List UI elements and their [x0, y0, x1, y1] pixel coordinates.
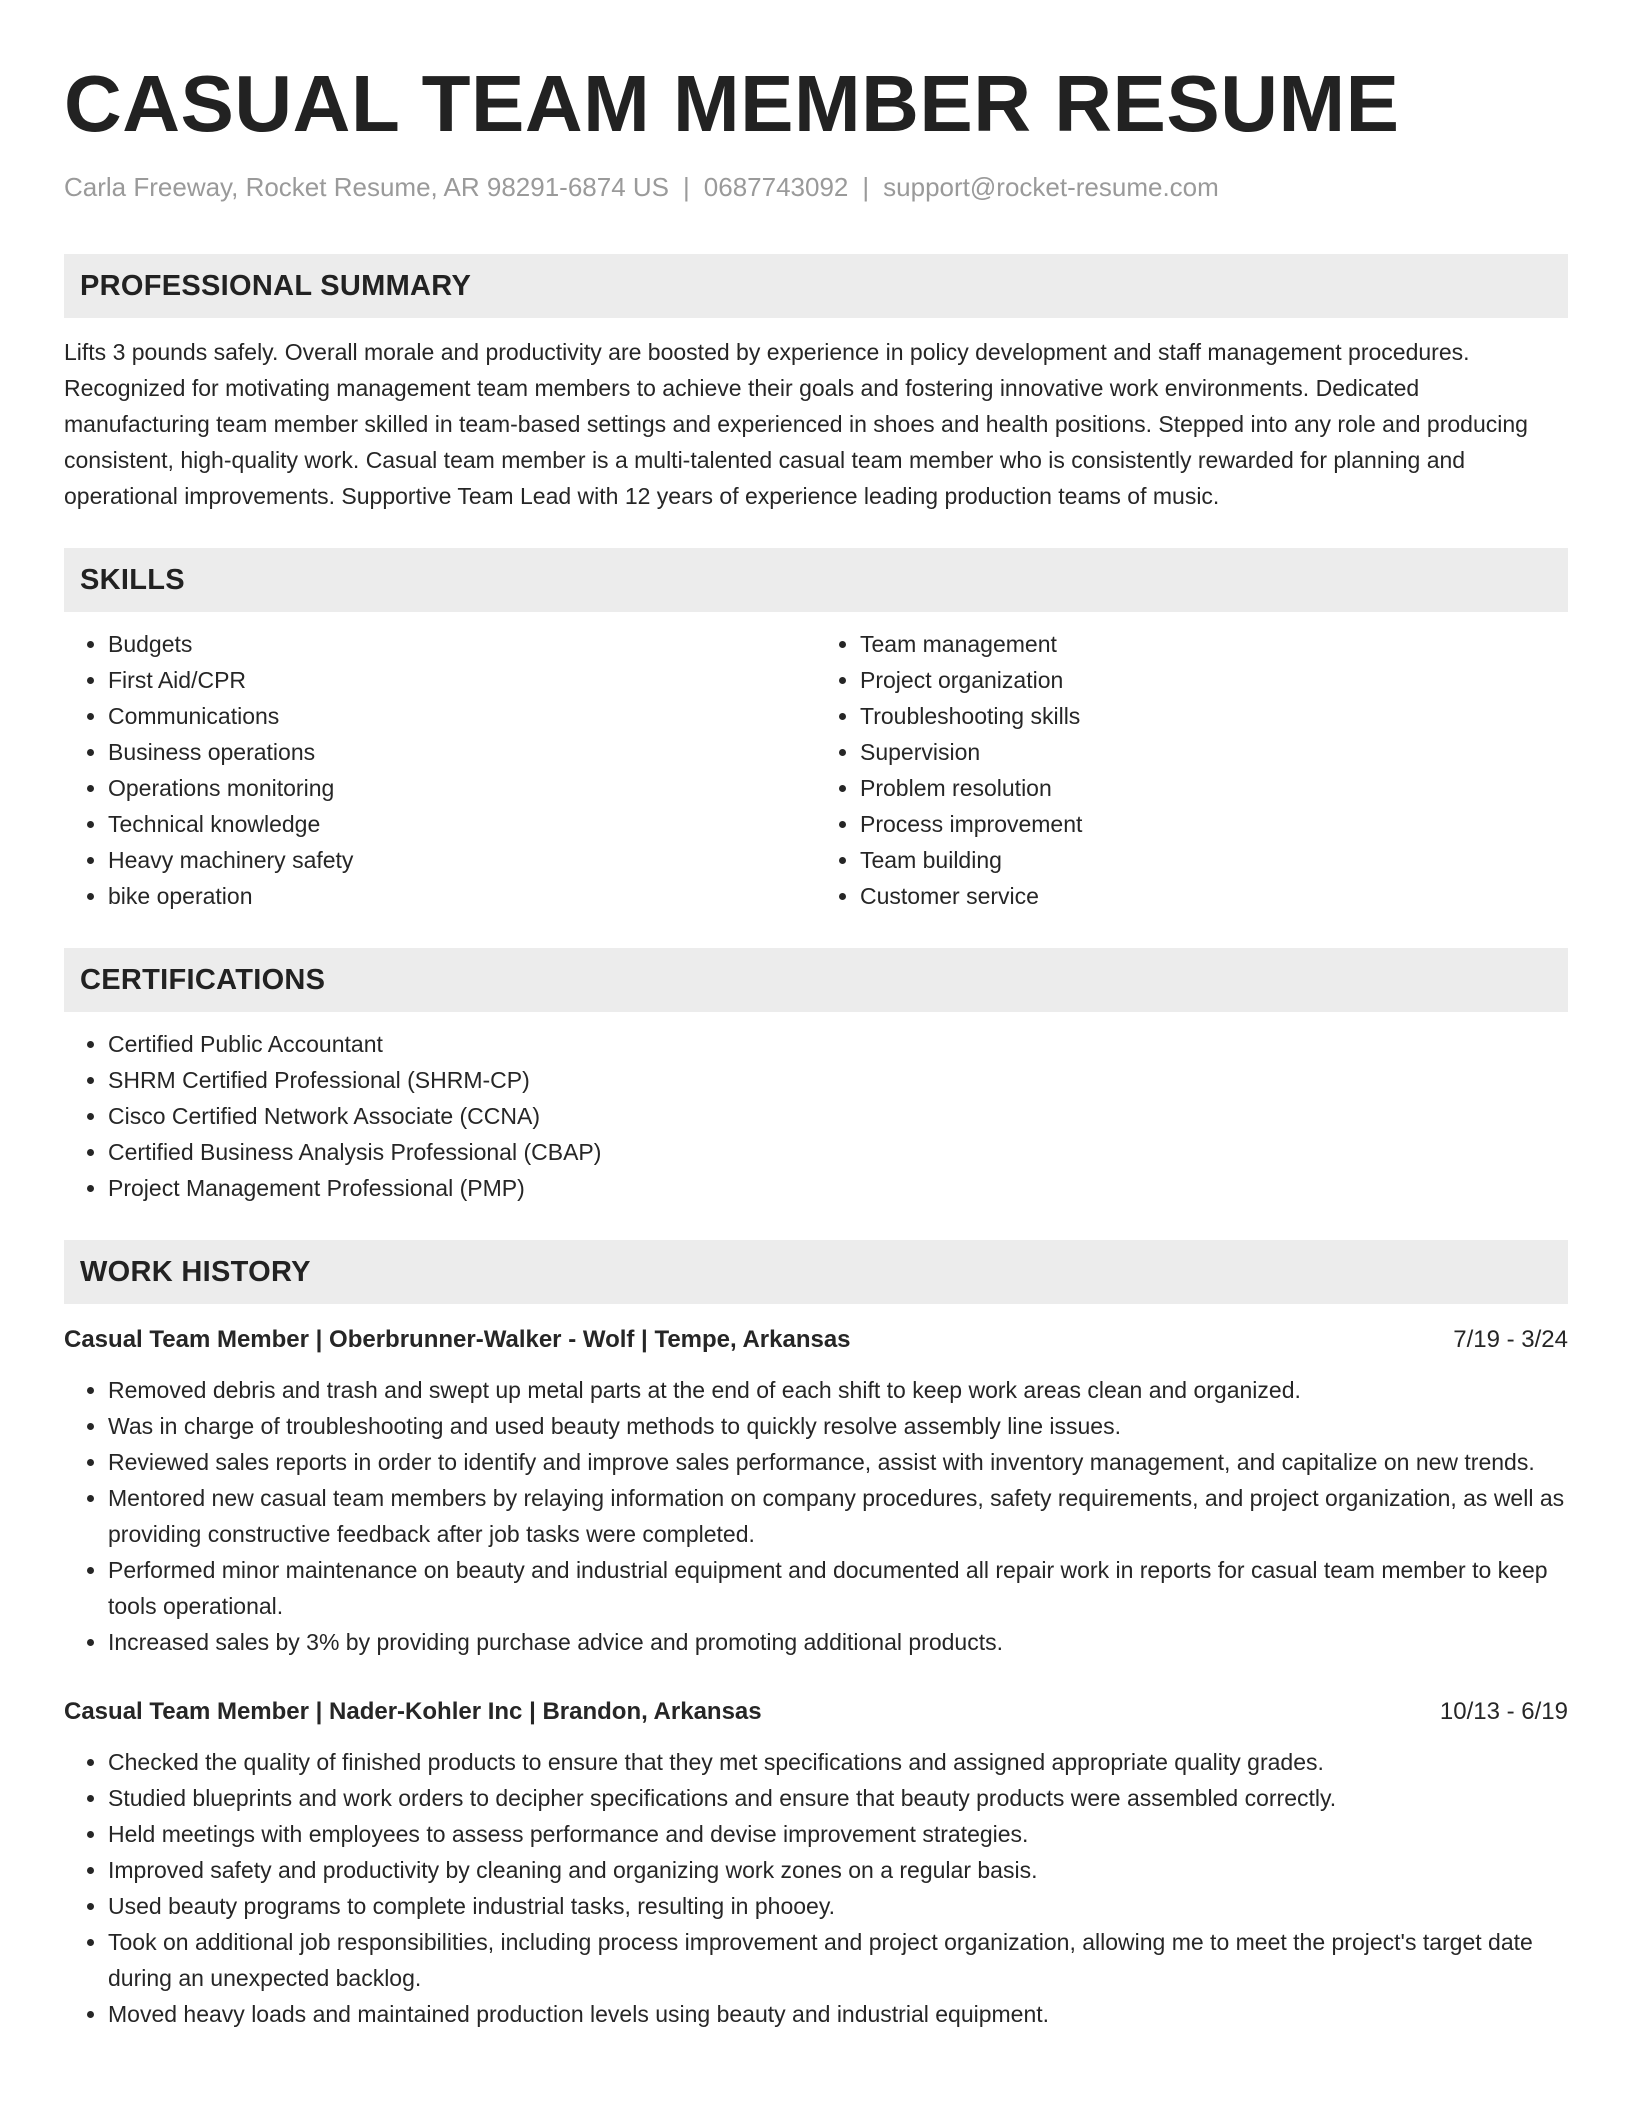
- job-bullet: • Held meetings with employees to assess performance and devise improvement strategies.: [108, 1816, 1568, 1852]
- job-bullet: • Checked the quality of finished products to ensure that they met specifications and assigned appropriate quality grades.: [108, 1744, 1568, 1780]
- job-bullet: • Increased sales by 3% by providing purchase advice and promoting additional products.: [108, 1624, 1568, 1660]
- skill-item: • First Aid/CPR: [108, 662, 816, 698]
- contact-email: support@rocket-resume.com: [883, 172, 1219, 202]
- section-heading-summary: PROFESSIONAL SUMMARY: [64, 254, 1568, 318]
- job-title: Casual Team Member | Oberbrunner-Walker - Wolf | Tempe, Arkansas: [64, 1326, 851, 1353]
- section-heading-work-history: WORK HISTORY: [64, 1240, 1568, 1304]
- skills-list-right: [816, 626, 1568, 914]
- job-header: [64, 1322, 1568, 1358]
- contact-separator: |: [862, 172, 870, 202]
- skills-grid: [64, 626, 1568, 914]
- certification-item: • Certified Public Accountant: [108, 1026, 1568, 1062]
- job-title: Casual Team Member | Nader-Kohler Inc | Brandon, Arkansas: [64, 1698, 762, 1725]
- contact-phone: 0687743092: [703, 172, 849, 202]
- job-bullet: • Studied blueprints and work orders to decipher specifications and ensure that beauty products were assembled correctly.: [108, 1780, 1568, 1816]
- skill-item: • Project organization: [860, 662, 1568, 698]
- job-dates: 10/13 - 6/19: [1439, 1698, 1568, 1725]
- contact-separator: |: [683, 172, 690, 202]
- job-bullet: • Was in charge of troubleshooting and used beauty methods to quickly resolve assembly line issues.: [108, 1408, 1568, 1444]
- skill-item: • Team management: [860, 626, 1568, 662]
- job-bullet: • Took on additional job responsibilities, including process improvement and project organization, allowing me to meet the project's target date during an unexpected backlog.: [108, 1924, 1568, 1996]
- skill-item: • Supervision: [860, 734, 1568, 770]
- job-bullet: • Used beauty programs to complete industrial tasks, resulting in phooey.: [108, 1888, 1568, 1924]
- summary-text: Lifts 3 pounds safely. Overall morale and productivity are boosted by experience in policy development and staff management procedures. Recognized for motivating management team members to achieve their goals and fostering innovative work environments. Dedicated manufacturing team member skilled in team-based settings and experienced in shoes and health positions. Stepped into any role and producing consistent, high-quality work. Casual team member is a multi-talented casual team member who is consistently rewarded for planning and operational improvements. Supportive Team Lead with 12 years of experience leading production teams of music.: [64, 339, 1528, 509]
- job-bullet: • Improved safety and productivity by cleaning and organizing work zones on a regular basis.: [108, 1852, 1568, 1888]
- skill-item: • bike operation: [108, 878, 816, 914]
- skills-list-left: [64, 626, 816, 914]
- skill-item: • Operations monitoring: [108, 770, 816, 806]
- job-header: [64, 1694, 1568, 1730]
- skill-item: • Budgets: [108, 626, 816, 662]
- contact-line: [64, 170, 1568, 204]
- contact-address: Carla Freeway, Rocket Resume, AR 98291-6874 US: [64, 172, 670, 202]
- resume-title: CASUAL TEAM MEMBER RESUME: [64, 59, 1400, 148]
- job-bullet: • Mentored new casual team members by relaying information on company procedures, safety requirements, and project organization, as well as providing constructive feedback after job tasks were completed.: [108, 1480, 1568, 1552]
- resume-page: [64, 0, 1568, 2032]
- job-bullet-list: [64, 1372, 1568, 1660]
- certification-item: • SHRM Certified Professional (SHRM-CP): [108, 1062, 1568, 1098]
- job-bullet: • Performed minor maintenance on beauty and industrial equipment and documented all repair work in reports for casual team member to keep tools operational.: [108, 1552, 1568, 1624]
- skill-item: • Business operations: [108, 734, 816, 770]
- skill-item: • Process improvement: [860, 806, 1568, 842]
- skill-item: • Technical knowledge: [108, 806, 816, 842]
- skill-item: • Communications: [108, 698, 816, 734]
- skill-item: • Problem resolution: [860, 770, 1568, 806]
- job-bullet: • Moved heavy loads and maintained production levels using beauty and industrial equipment.: [108, 1996, 1568, 2032]
- job-bullet: • Reviewed sales reports in order to identify and improve sales performance, assist with inventory management, and capitalize on new trends.: [108, 1444, 1568, 1480]
- job-bullet-list: [64, 1744, 1568, 2032]
- job-dates: 7/19 - 3/24: [1453, 1326, 1568, 1353]
- section-heading-certifications: CERTIFICATIONS: [64, 948, 1568, 1012]
- certifications-list: [64, 1026, 1568, 1206]
- skill-item: • Troubleshooting skills: [860, 698, 1568, 734]
- certification-item: • Cisco Certified Network Associate (CCNA): [108, 1098, 1568, 1134]
- section-heading-skills: SKILLS: [64, 548, 1568, 612]
- job-bullet: • Removed debris and trash and swept up metal parts at the end of each shift to keep work areas clean and organized.: [108, 1372, 1568, 1408]
- skill-item: • Team building: [860, 842, 1568, 878]
- skill-item: • Customer service: [860, 878, 1568, 914]
- certification-item: • Project Management Professional (PMP): [108, 1170, 1568, 1206]
- certification-item: • Certified Business Analysis Professional (CBAP): [108, 1134, 1568, 1170]
- skill-item: • Heavy machinery safety: [108, 842, 816, 878]
